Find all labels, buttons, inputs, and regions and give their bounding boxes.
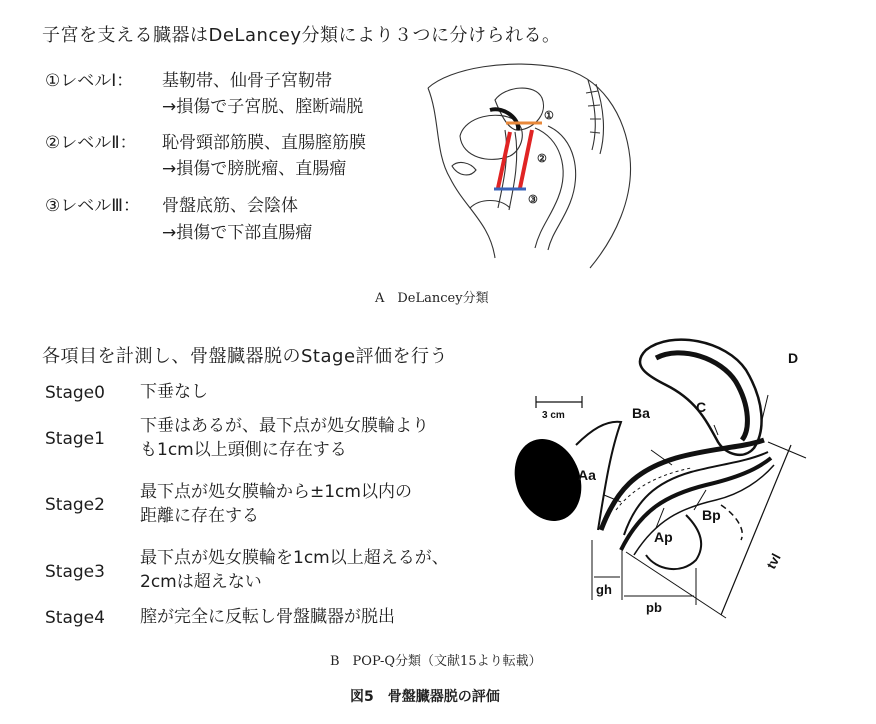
- stage-2-name: Stage2: [45, 495, 105, 515]
- label-D: D: [788, 350, 799, 366]
- tvl-dimension-line: [721, 445, 791, 615]
- stage-1-desc-2: も1cm以上頭側に存在する: [140, 440, 347, 460]
- label-Bp: Bp: [702, 507, 721, 523]
- uterine-cavity-popq: [656, 353, 747, 440]
- mark-level-3: ③: [528, 194, 538, 206]
- label-tvl: tvl: [763, 550, 784, 572]
- stage-4-desc-1: 膣が完全に反転し骨盤臓器が脱出: [140, 607, 395, 627]
- stage-0-desc-1: 下垂なし: [140, 382, 208, 402]
- label-gh: gh: [596, 582, 612, 597]
- popq-diagram: [506, 330, 841, 635]
- body-outline: [428, 64, 631, 268]
- stage-1-desc-1: 下垂はあるが、最下点が処女膜輪より: [140, 416, 429, 436]
- intro-text-a: 子宮を支える臓器はDeLancey分類により３つに分けられる。: [42, 25, 561, 46]
- caption-b: B POP-Q分類（文献15より転載）: [330, 654, 542, 669]
- level-3-label: ③レベルⅢ：: [45, 196, 140, 216]
- intro-text-b: 各項目を計測し、骨盤臓器脱のStage評価を行う: [42, 346, 449, 367]
- caption-a: A DeLancey分類: [375, 291, 489, 306]
- level-2-structures: 恥骨頸部筋膜、直腸膣筋膜: [162, 133, 366, 153]
- level-2-injury: →損傷で膀胱瘤、直腸瘤: [162, 159, 347, 179]
- stage-3-name: Stage3: [45, 562, 105, 582]
- stage-1-name: Stage1: [45, 429, 105, 449]
- label-Aa: Aa: [578, 467, 596, 483]
- stage-4-name: Stage4: [45, 608, 105, 628]
- level-1-injury: →損傷で子宮脱、膣断端脱: [162, 97, 364, 117]
- anterior-vaginal-wall: [601, 440, 764, 530]
- stage-2-desc-2: 距離に存在する: [140, 506, 259, 526]
- label-Ap: Ap: [654, 529, 673, 545]
- label-Ba: Ba: [632, 405, 650, 421]
- stage-0-name: Stage0: [45, 383, 105, 403]
- stage-3-desc-1: 最下点が処女膜輪を1cm以上超えるが、: [140, 548, 449, 568]
- stage-2-desc-1: 最下点が処女膜輪から±1cm以内の: [140, 482, 412, 502]
- label-pb: pb: [646, 600, 662, 615]
- level-1-label: ①レベルⅠ：: [45, 71, 134, 91]
- mark-level-2: ②: [537, 153, 547, 165]
- scale-label: 3 cm: [542, 410, 565, 421]
- delancey-diagram: [410, 58, 640, 273]
- level-2-label: ②レベルⅡ：: [45, 133, 137, 153]
- rectum-shape: [535, 128, 563, 248]
- stage-3-desc-2: 2cmは超えない: [140, 572, 262, 592]
- level-3-injury: →損傷で下部直腸瘤: [162, 223, 313, 243]
- figure-title: 図5 骨盤臓器脱の評価: [350, 689, 500, 705]
- mark-level-1: ①: [544, 110, 554, 122]
- label-C: C: [696, 399, 707, 415]
- level-3-structures: 骨盤底筋、会陰体: [162, 196, 298, 216]
- level-1-structures: 基靭帯、仙骨子宮靭帯: [162, 71, 332, 91]
